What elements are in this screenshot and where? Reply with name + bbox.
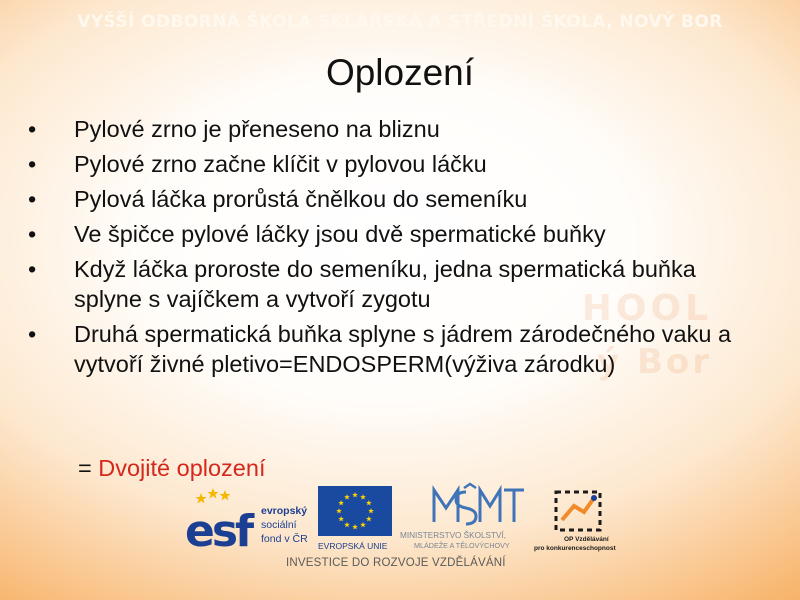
bullet-dot: • [28, 256, 37, 282]
bullet-text: Druhá spermatická buňka splyne s jádrem zárodečného vaku a vytvoří živné pletivo=ENDOSPERM(výživa zárodku) [74, 321, 732, 377]
bullet-text: Ve špičce pylové láčky jsou dvě spermatické buňky [74, 221, 606, 247]
bullet-dot: • [28, 116, 37, 142]
double-fertilization-line [78, 455, 265, 482]
bullet-dot: • [28, 186, 37, 212]
esf-stars-icon [196, 488, 231, 504]
bullet-text: Pylové zrno začne klíčit v pylovou láčku [74, 151, 487, 177]
eu-flag-logo [318, 486, 394, 552]
msmt-monogram-icon [434, 484, 524, 524]
bullet-dot: • [28, 151, 37, 177]
bullet-item [28, 114, 768, 144]
watermark-line-2: ý Bor [596, 342, 712, 382]
esf-line-2: sociální [261, 519, 297, 531]
esf-line-1: evropský [261, 505, 308, 517]
msmt-logo [400, 482, 526, 552]
bullet-text: Pylová láčka prorůstá čnělkou do semeníku [74, 186, 528, 212]
bullet-item [28, 184, 768, 214]
school-header: VYŠŠÍ ODBORNÁ ŠKOLA SKLÁŘSKÁ A STŘEDNÍ ŠKOLA, NOVÝ BOR [77, 12, 723, 32]
investment-slogan: INVESTICE DO ROZVOJE VZDĚLÁVÁNÍ [286, 557, 506, 569]
op-square-icon [556, 492, 600, 530]
bullet-item [28, 219, 768, 249]
bullet-item [28, 319, 768, 379]
esf-logo [183, 484, 311, 552]
esf-wordmark: esf [185, 506, 252, 552]
bullet-item [28, 149, 768, 179]
double-fertilization-term: Dvojité oplození [98, 455, 266, 481]
slide-title: Oplození [325, 52, 475, 93]
logo-strip [0, 480, 800, 600]
bullet-dot: • [28, 321, 37, 347]
op-vzdelavani-logo [532, 486, 628, 552]
msmt-line-2: MLÁDEŽE A TĚLOVÝCHOVY [414, 541, 510, 550]
extra-prefix: = [78, 455, 99, 481]
msmt-line-1: MINISTERSTVO ŠKOLSTVÍ, [400, 531, 507, 540]
op-line-2: pro konkurenceschopnost [534, 545, 616, 552]
eu-caption: EVROPSKÁ UNIE [318, 541, 388, 551]
bullet-text: Když láčka proroste do semeníku, jedna spermatická buňka splyne s vajíčkem a vytvoří zygotu [74, 256, 696, 312]
bullet-dot: • [28, 221, 37, 247]
bullet-item [28, 254, 768, 314]
watermark-line-1: HOOL [581, 288, 712, 329]
op-line-1: OP Vzdělávání [564, 536, 609, 543]
bullet-list [28, 114, 768, 384]
esf-line-3: fond v ČR [261, 533, 308, 545]
bullet-text: Pylové zrno je přeneseno na bliznu [74, 116, 440, 142]
